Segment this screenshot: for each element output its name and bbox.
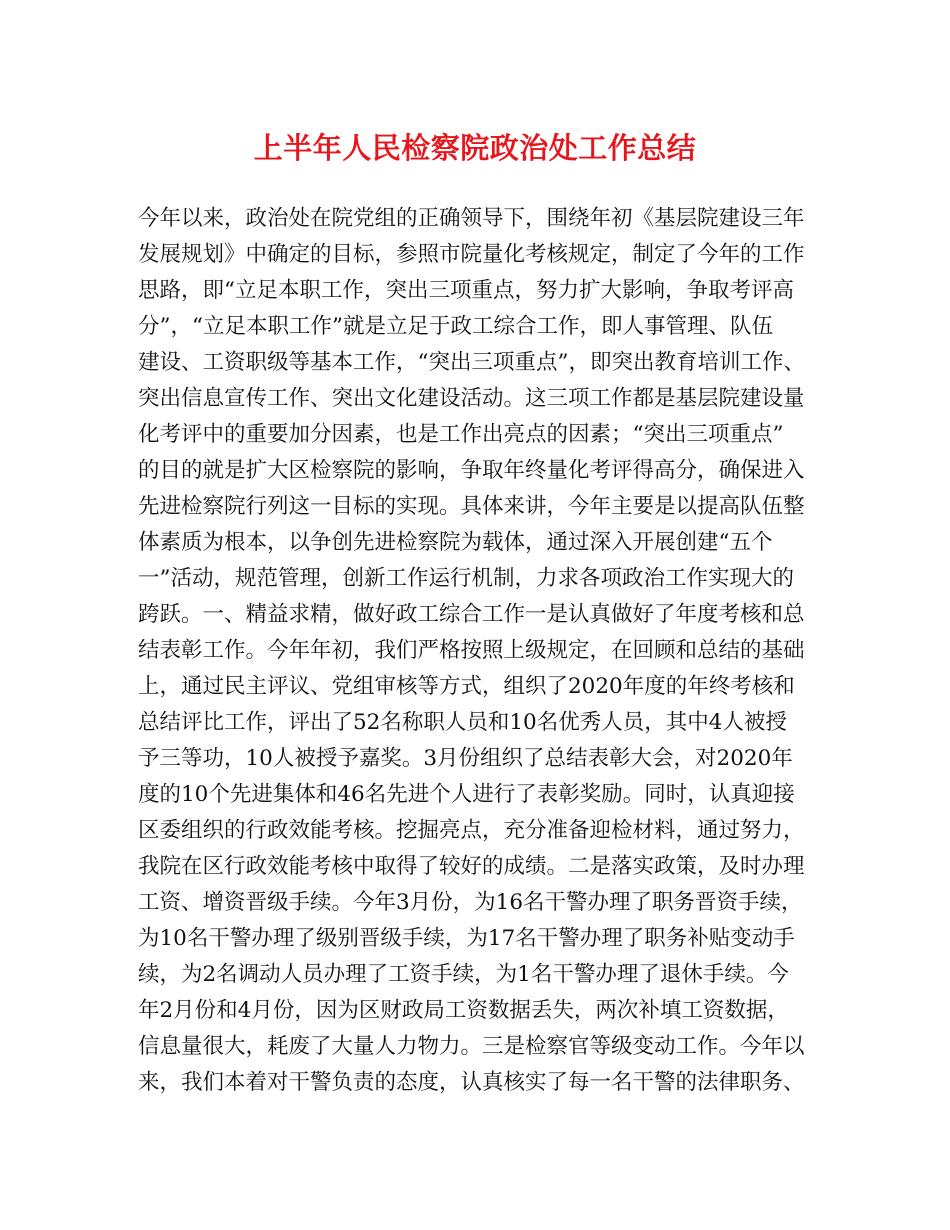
body-line: 突出信息宣传工作、突出文化建设活动。这三项工作都是基层院建设量 — [138, 386, 805, 411]
body-line: 的目的就是扩大区检察院的影响，争取年终量化考评得高分，确保进入 — [138, 458, 805, 483]
body-line: 结表彰工作。今年年初，我们严格按照上级规定，在回顾和总结的基础 — [138, 638, 805, 663]
body-line: 总结评比工作，评出了52名称职人员和10名优秀人员，其中4人被授 — [138, 710, 787, 735]
body-line: 体素质为根本，以争创先进检察院为载体，通过深入开展创建“五个 — [138, 530, 773, 555]
body-line: 续，为2名调动人员办理了工资手续，为1名干警办理了退休手续。今 — [138, 962, 789, 987]
body-line: 年2月份和4月份，因为区财政局工资数据丢失，两次补填工资数据， — [138, 998, 789, 1023]
body-line: 度的10个先进集体和46名先进个人进行了表彰奖励。同时，认真迎接 — [138, 782, 795, 807]
body-line: 建设、工资职级等基本工作，“突出三项重点”，即突出教育培训工作、 — [138, 350, 805, 375]
body-line: 上，通过民主评议、党组审核等方式，组织了2020年度的年终考核和 — [138, 674, 795, 699]
body-line: 今年以来，政治处在院党组的正确领导下，围绕年初《基层院建设三年 — [138, 206, 805, 231]
body-line: 来，我们本着对干警负责的态度，认真核实了每一名干警的法律职务、 — [138, 1070, 805, 1095]
body-line: 工资、增资晋级手续。今年3月份，为16名干警办理了职务晋资手续， — [138, 890, 803, 915]
body-line: 予三等功，10人被授予嘉奖。3月份组织了总结表彰大会，对2020年 — [138, 746, 793, 771]
body-line: 我院在区行政效能考核中取得了较好的成绩。二是落实政策，及时办理 — [138, 854, 805, 879]
body-line: 信息量很大，耗废了大量人力物力。三是检察官等级变动工作。今年以 — [138, 1034, 805, 1059]
body-line: 一”活动，规范管理，创新工作运行机制，力求各项政治工作实现大的 — [138, 566, 794, 591]
body-line: 化考评中的重要加分因素，也是工作出亮点的因素；“突出三项重点” — [138, 422, 784, 447]
body-line: 区委组织的行政效能考核。挖掘亮点，充分准备迎检材料，通过努力， — [138, 818, 805, 843]
body-line: 跨跃。一、精益求精，做好政工综合工作一是认真做好了年度考核和总 — [138, 602, 805, 627]
document-title: 上半年人民检察院政治处工作总结 — [253, 131, 697, 165]
body-line: 为10名干警办理了级别晋级手续，为17名干警办理了职务补贴变动手 — [138, 926, 795, 951]
body-line: 分”，“立足本职工作”就是立足于政工综合工作，即人事管理、队伍 — [138, 314, 773, 339]
document-body — [138, 201, 818, 1101]
body-line: 思路，即“立足本职工作，突出三项重点，努力扩大影响，争取考评高 — [138, 278, 794, 303]
body-line: 先进检察院行列这一目标的实现。具体来讲，今年主要是以提高队伍整 — [138, 494, 805, 519]
body-line: 发展规划》中确定的目标，参照市院量化考核规定，制定了今年的工作 — [138, 242, 805, 267]
